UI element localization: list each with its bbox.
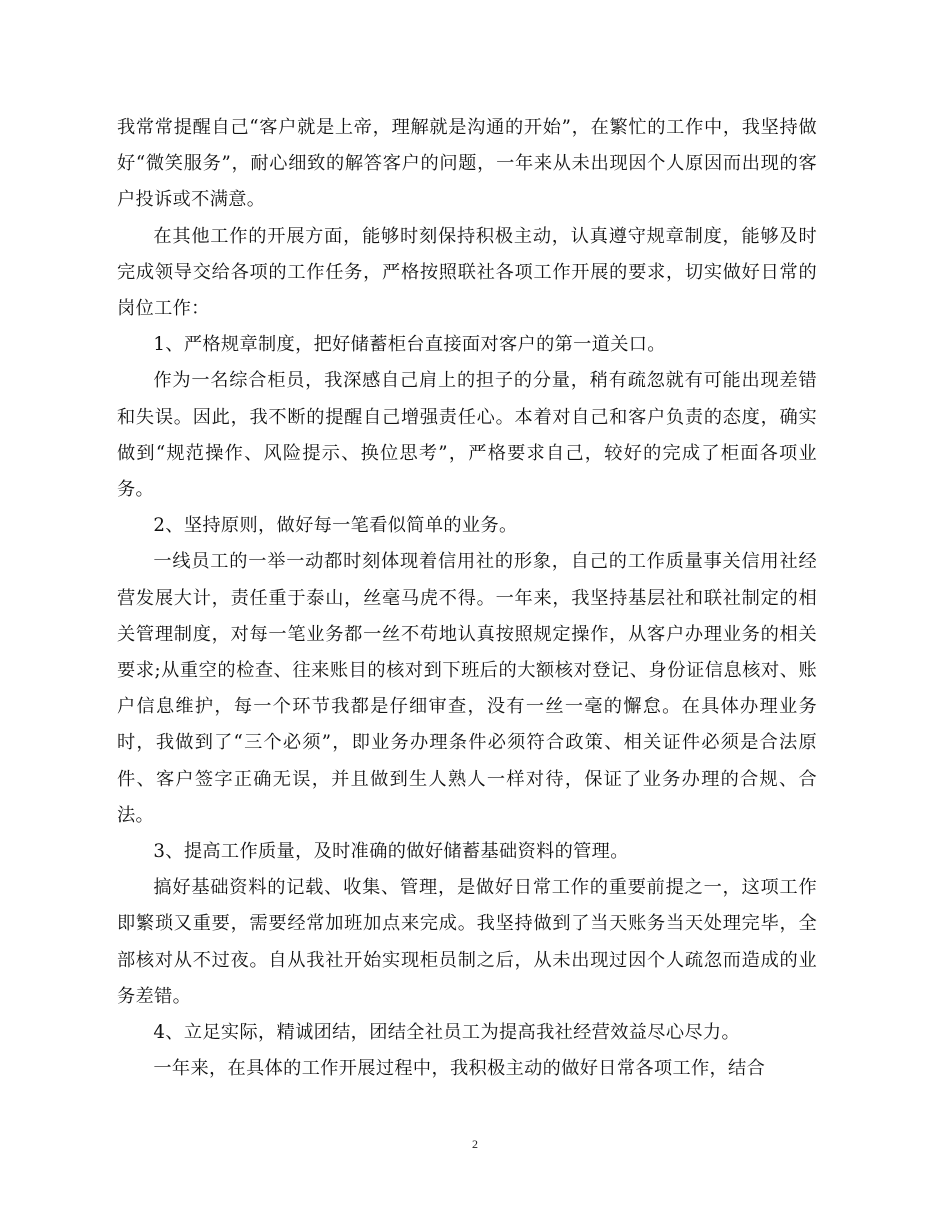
paragraph-item-4-body: 一年来，在具体的工作开展过程中，我积极主动的做好日常各项工作，结合	[153, 1058, 766, 1080]
paragraph-customer-service: 我常常提醒自己“客户就是上帝，理解就是沟通的开始”，在繁忙的工作中，我坚持做好“微笑服务”，耐心细致的解答客户的问题，一年来从未出现因个人原因而出现的客户投诉或不满意。	[117, 117, 817, 211]
document-body	[117, 110, 817, 1087]
heading-item-1: 1、严格规章制度，把好储蓄柜台直接面对客户的第一道关口。	[153, 334, 666, 356]
paragraph-item-2-body: 一线员工的一举一动都时刻体现着信用社的形象，自己的工作质量事关信用社经营发展大计，责任重于泰山，丝毫马虎不得。一年来，我坚持基层社和联社制定的相关管理制度，对每一笔业务都一丝不苟地认真按照规定操作，从客户办理业务的相关要求;从重空的检查、往来账目的核对到下班后的大额核对登记、身份证信息核对、账户信息维护，每一个环节我都是仔细审查，没有一丝一毫的懈怠。在具体办理业务时，我做到了“三个必须”，即业务办理条件必须符合政策、相关证件必须是合法原件、客户签字正确无误，并且做到生人熟人一样对待，保证了业务办理的合规、合法。	[117, 551, 817, 826]
heading-item-3: 3、提高工作质量，及时准确的做好储蓄基础资料的管理。	[153, 841, 629, 863]
paragraph-item-3-body: 搞好基础资料的记载、收集、管理，是做好日常工作的重要前提之一，这项工作即繁琐又重要，需要经常加班加点来完成。我坚持做到了当天账务当天处理完毕，全部核对从不过夜。自从我社开始实现柜员制之后，从未出现过因个人疏忽而造成的业务差错。	[117, 877, 817, 1007]
paragraph-item-1-body: 作为一名综合柜员，我深感自己肩上的担子的分量，稍有疏忽就有可能出现差错和失误。因此，我不断的提醒自己增强责任心。本着对自己和客户负责的态度，确实做到“规范操作、风险提示、换位思考”，严格要求自己，较好的完成了柜面各项业务。	[117, 370, 817, 501]
page-number: 2	[472, 1137, 478, 1151]
heading-item-2: 2、坚持原则，做好每一笔看似简单的业务。	[153, 515, 518, 537]
heading-item-4: 4、立足实际，精诚团结，团结全社员工为提高我社经营效益尽心尽力。	[153, 1022, 740, 1044]
paragraph-other-work: 在其他工作的开展方面，能够时刻保持积极主动，认真遵守规章制度，能够及时完成领导交给各项的工作任务，严格按照联社各项工作开展的要求，切实做好日常的岗位工作：	[117, 225, 817, 320]
